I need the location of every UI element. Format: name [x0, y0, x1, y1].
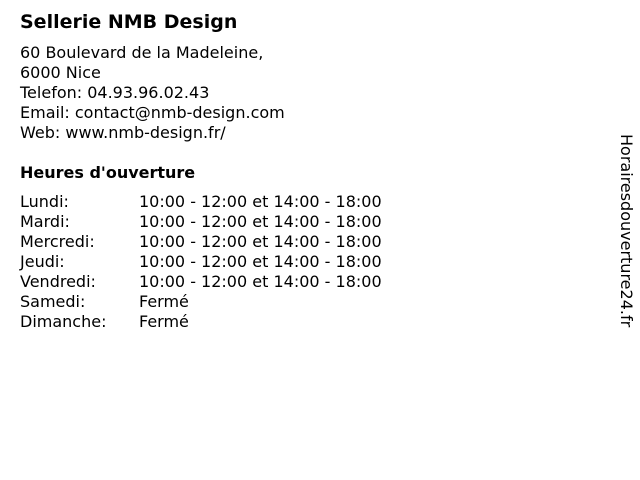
day-label: Jeudi: [20, 252, 65, 271]
hours-value: Fermé [139, 292, 189, 311]
day-label: Mardi: [20, 212, 70, 231]
day-label: Mercredi: [20, 232, 95, 251]
hours-row-monday [20, 192, 580, 212]
hours-value: 10:00 - 12:00 et 14:00 - 18:00 [139, 272, 382, 291]
business-card [20, 10, 580, 332]
phone-line: Telefon: 04.93.96.02.43 [20, 83, 210, 102]
email-line: Email: contact@nmb-design.com [20, 103, 285, 122]
day-label: Vendredi: [20, 272, 96, 291]
hours-value: 10:00 - 12:00 et 14:00 - 18:00 [139, 212, 382, 231]
address-line-street: 60 Boulevard de la Madeleine, [20, 43, 264, 62]
hours-row-tuesday [20, 212, 580, 232]
business-name: Sellerie NMB Design [20, 11, 238, 33]
hours-value: 10:00 - 12:00 et 14:00 - 18:00 [139, 252, 382, 271]
address-line-city: 6000 Nice [20, 63, 101, 82]
hours-row-wednesday [20, 232, 580, 252]
contact-block [20, 43, 580, 143]
website-line: Web: www.nmb-design.fr/ [20, 123, 226, 142]
hours-row-sunday [20, 312, 580, 332]
day-label: Samedi: [20, 292, 86, 311]
hours-value: 10:00 - 12:00 et 14:00 - 18:00 [139, 232, 382, 251]
hours-value: Fermé [139, 312, 189, 331]
hours-row-friday [20, 272, 580, 292]
hours-row-thursday [20, 252, 580, 272]
opening-hours-table [20, 192, 580, 332]
site-watermark: Horairesdouverture24.fr [617, 134, 636, 328]
day-label: Dimanche: [20, 312, 107, 331]
hours-row-saturday [20, 292, 580, 312]
opening-hours-title: Heures d'ouverture [20, 163, 196, 182]
hours-value: 10:00 - 12:00 et 14:00 - 18:00 [139, 192, 382, 211]
day-label: Lundi: [20, 192, 69, 211]
